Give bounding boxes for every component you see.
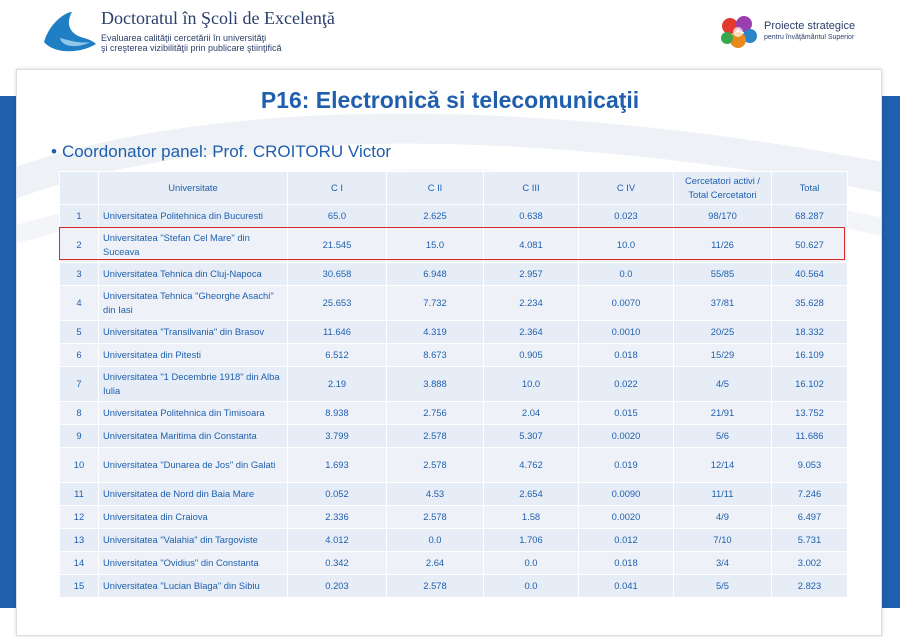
cell-total: 40.564 [772, 263, 848, 286]
cell-c3: 2.364 [484, 321, 579, 344]
cell-c1: 2.19 [288, 367, 387, 402]
table-row [60, 552, 848, 575]
cell-c1: 25.653 [288, 286, 387, 321]
header-subtitle-1: Evaluarea calităţii cercetării în universităţi [101, 33, 267, 43]
header-title: Doctoratul în Şcoli de Excelenţă [101, 8, 335, 28]
cell-c2: 2.578 [387, 506, 484, 529]
cell-c3: 4.762 [484, 448, 579, 483]
cell-cercetatori: 21/91 [674, 402, 772, 425]
cell-c4: 0.0070 [579, 286, 674, 321]
cell-c2: 0.0 [387, 529, 484, 552]
cell-c4: 0.0020 [579, 506, 674, 529]
cell-total: 13.752 [772, 402, 848, 425]
partner-title: Proiecte strategice [764, 20, 856, 32]
cell-cercetatori: 7/10 [674, 529, 772, 552]
header-cell-index [60, 172, 99, 205]
cell-cercetatori: 12/14 [674, 448, 772, 483]
cell-index: 11 [60, 483, 99, 506]
cell-universitate: Universitatea "Ovidius" din Constanta [99, 552, 288, 575]
cell-index: 10 [60, 448, 99, 483]
cell-c3: 0.0 [484, 552, 579, 575]
cell-c2: 4.319 [387, 321, 484, 344]
cell-universitate: Universitatea din Pitesti [99, 344, 288, 367]
cell-total: 9.053 [772, 448, 848, 483]
bullet-icon: • [51, 142, 57, 161]
cell-c2: 8.673 [387, 344, 484, 367]
cell-c3: 0.0 [484, 575, 579, 598]
cell-c1: 0.342 [288, 552, 387, 575]
coordinator-line [51, 142, 391, 162]
cell-index: 9 [60, 425, 99, 448]
cell-universitate: Universitatea "Stefan Cel Mare" din Suceava [99, 228, 288, 263]
cell-total: 18.332 [772, 321, 848, 344]
header-cell-cercetatori: Cercetatori activi / Total Cercetatori [674, 172, 772, 205]
cell-c2: 2.578 [387, 425, 484, 448]
cell-cercetatori: 15/29 [674, 344, 772, 367]
table-row [60, 483, 848, 506]
cell-c1: 4.012 [288, 529, 387, 552]
cell-c1: 0.052 [288, 483, 387, 506]
cell-c2: 2.578 [387, 575, 484, 598]
table-row [60, 321, 848, 344]
cell-c3: 2.957 [484, 263, 579, 286]
cell-universitate: Universitatea "1 Decembrie 1918" din Alba Iulia [99, 367, 288, 402]
cell-c4: 0.023 [579, 205, 674, 228]
cell-c4: 0.0010 [579, 321, 674, 344]
cell-c4: 0.0020 [579, 425, 674, 448]
cell-cercetatori: 98/170 [674, 205, 772, 228]
header-cell-c2: C II [387, 172, 484, 205]
cell-c1: 6.512 [288, 344, 387, 367]
cell-c2: 4.53 [387, 483, 484, 506]
cell-c3: 1.706 [484, 529, 579, 552]
cell-index: 13 [60, 529, 99, 552]
cell-index: 3 [60, 263, 99, 286]
cell-c2: 3.888 [387, 367, 484, 402]
highlighted-row-frame [59, 227, 845, 260]
table-row [60, 448, 848, 483]
table-row [60, 344, 848, 367]
header-cell-c4: C IV [579, 172, 674, 205]
cell-c3: 0.905 [484, 344, 579, 367]
header-subtitle-2: şi creşterea vizibilităţii prin publicare ştiinţifică [101, 43, 282, 53]
cell-cercetatori: 20/25 [674, 321, 772, 344]
header-cell-total: Total [772, 172, 848, 205]
cell-c2: 2.578 [387, 448, 484, 483]
cell-c4: 0.012 [579, 529, 674, 552]
cell-index: 12 [60, 506, 99, 529]
cell-universitate: Universitatea "Transilvania" din Brasov [99, 321, 288, 344]
cell-universitate: Universitatea Politehnica din Timisoara [99, 402, 288, 425]
cell-c3: 1.58 [484, 506, 579, 529]
cell-cercetatori: 4/5 [674, 367, 772, 402]
cell-cercetatori: 3/4 [674, 552, 772, 575]
cell-cercetatori: 55/85 [674, 263, 772, 286]
table-row [60, 263, 848, 286]
flower-logo-icon [718, 14, 760, 52]
cell-cercetatori: 37/81 [674, 286, 772, 321]
cell-total: 35.628 [772, 286, 848, 321]
table-header-row [60, 172, 848, 205]
cell-total: 16.109 [772, 344, 848, 367]
cell-index: 2 [60, 228, 99, 263]
cell-total: 50.627 [772, 228, 848, 263]
cell-index: 7 [60, 367, 99, 402]
header-cell-c1: C I [288, 172, 387, 205]
cell-c3: 5.307 [484, 425, 579, 448]
cell-total: 16.102 [772, 367, 848, 402]
table-row [60, 529, 848, 552]
cell-c4: 0.018 [579, 552, 674, 575]
table-row [60, 205, 848, 228]
cell-cercetatori: 11/26 [674, 228, 772, 263]
cell-universitate: Universitatea de Nord din Baia Mare [99, 483, 288, 506]
table-row [60, 367, 848, 402]
cell-c3: 10.0 [484, 367, 579, 402]
cell-c3: 2.654 [484, 483, 579, 506]
cell-c2: 15.0 [387, 228, 484, 263]
cell-c4: 10.0 [579, 228, 674, 263]
cell-c1: 30.658 [288, 263, 387, 286]
cell-c1: 21.545 [288, 228, 387, 263]
cell-c4: 0.018 [579, 344, 674, 367]
table-row [60, 402, 848, 425]
cell-total: 5.731 [772, 529, 848, 552]
cell-c1: 0.203 [288, 575, 387, 598]
cell-c4: 0.019 [579, 448, 674, 483]
cell-c1: 65.0 [288, 205, 387, 228]
cell-c1: 2.336 [288, 506, 387, 529]
cell-universitate: Universitatea Tehnica "Gheorghe Asachi" din Iasi [99, 286, 288, 321]
cell-c1: 11.646 [288, 321, 387, 344]
table-row [60, 575, 848, 598]
header-cell-universitate: Universitate [99, 172, 288, 205]
table-row [60, 506, 848, 529]
cell-total: 11.686 [772, 425, 848, 448]
coordinator-text: Coordonator panel: Prof. CROITORU Victor [61, 142, 392, 161]
cell-total: 68.287 [772, 205, 848, 228]
cell-c2: 2.756 [387, 402, 484, 425]
cell-total: 3.002 [772, 552, 848, 575]
doctorat-logo-icon [40, 8, 98, 54]
partner-subtitle: pentru învăţământul Superior [764, 34, 855, 41]
cell-c2: 2.625 [387, 205, 484, 228]
cell-c4: 0.0 [579, 263, 674, 286]
cell-c2: 7.732 [387, 286, 484, 321]
cell-cercetatori: 4/9 [674, 506, 772, 529]
cell-c3: 2.234 [484, 286, 579, 321]
cell-index: 1 [60, 205, 99, 228]
cell-universitate: Universitatea din Craiova [99, 506, 288, 529]
cell-c3: 2.04 [484, 402, 579, 425]
cell-universitate: Universitatea Tehnica din Cluj-Napoca [99, 263, 288, 286]
cell-index: 14 [60, 552, 99, 575]
header-cell-c3: C III [484, 172, 579, 205]
cell-universitate: Universitatea Politehnica din Bucuresti [99, 205, 288, 228]
cell-index: 5 [60, 321, 99, 344]
cell-universitate: Universitatea "Dunarea de Jos" din Galati [99, 448, 288, 483]
cell-c4: 0.0090 [579, 483, 674, 506]
cell-index: 6 [60, 344, 99, 367]
cell-universitate: Universitatea "Lucian Blaga" din Sibiu [99, 575, 288, 598]
table-row [60, 425, 848, 448]
cell-universitate: Universitatea Maritima din Constanta [99, 425, 288, 448]
cell-c1: 8.938 [288, 402, 387, 425]
cell-c2: 2.64 [387, 552, 484, 575]
header-bar [0, 0, 900, 68]
cell-total: 6.497 [772, 506, 848, 529]
cell-index: 4 [60, 286, 99, 321]
cell-c3: 0.638 [484, 205, 579, 228]
cell-c3: 4.081 [484, 228, 579, 263]
cell-cercetatori: 11/11 [674, 483, 772, 506]
cell-cercetatori: 5/6 [674, 425, 772, 448]
slide-title: P16: Electronică si telecomunicaţii [260, 87, 640, 113]
cell-total: 7.246 [772, 483, 848, 506]
cell-c4: 0.022 [579, 367, 674, 402]
cell-index: 15 [60, 575, 99, 598]
cell-cercetatori: 5/5 [674, 575, 772, 598]
cell-index: 8 [60, 402, 99, 425]
cell-c1: 3.799 [288, 425, 387, 448]
cell-c4: 0.041 [579, 575, 674, 598]
cell-c2: 6.948 [387, 263, 484, 286]
cell-c4: 0.015 [579, 402, 674, 425]
cell-total: 2.823 [772, 575, 848, 598]
cell-universitate: Universitatea "Valahia" din Targoviste [99, 529, 288, 552]
table-row [60, 286, 848, 321]
cell-c1: 1.693 [288, 448, 387, 483]
